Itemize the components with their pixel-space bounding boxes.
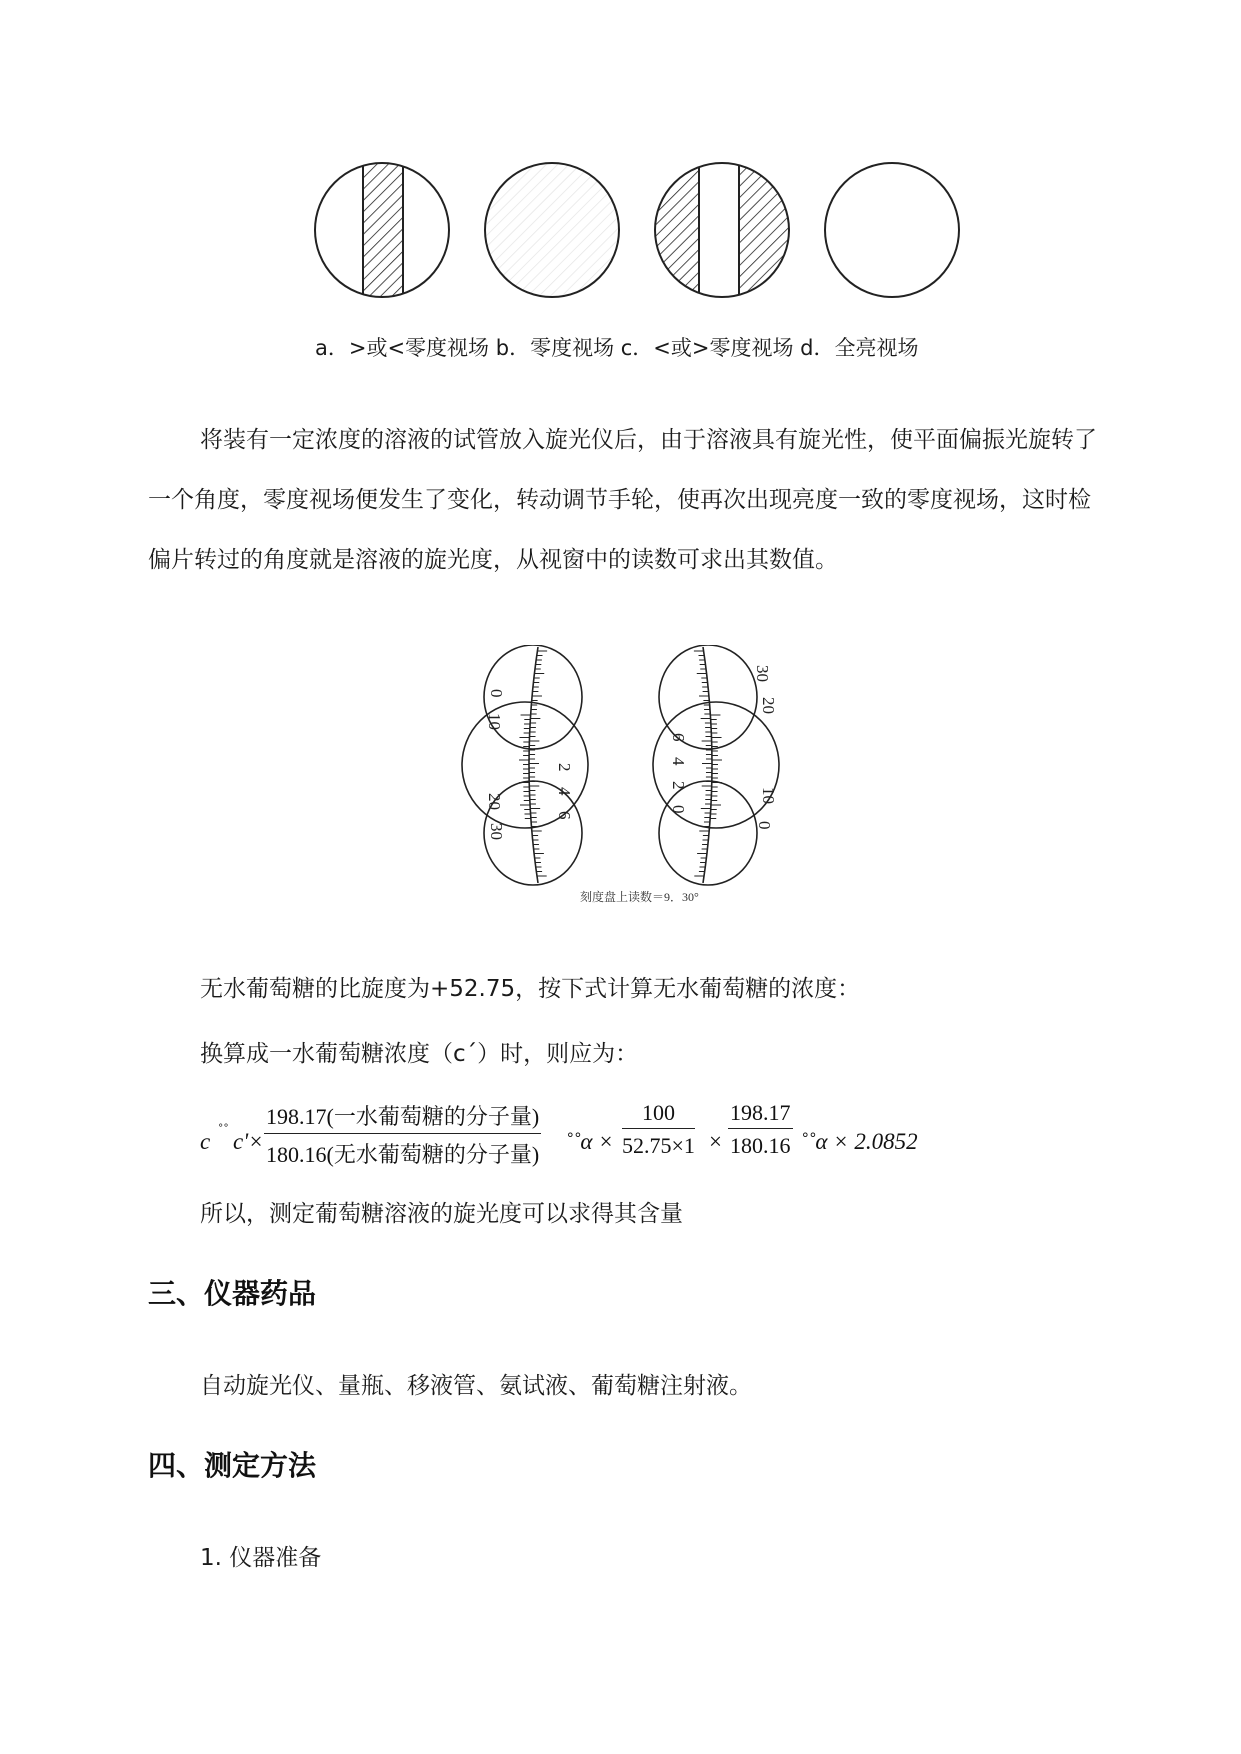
section-3-heading: 三、仪器药品 <box>148 1277 317 1310</box>
eq-f3-denominator: 180.16 <box>730 1133 791 1158</box>
conversion-line: 换算成一水葡萄糖浓度（c´）时，则应为： <box>200 1041 639 1067</box>
field-circle-b <box>485 163 619 297</box>
left-main-label: 20 <box>485 793 504 810</box>
right-main-label: 0 <box>755 821 774 830</box>
field-circle-d <box>825 163 959 297</box>
eq-f2-numerator: 100 <box>622 1100 695 1129</box>
section-4-item-1: 1. 仪器准备 <box>200 1545 322 1571</box>
eq-times: × <box>709 1129 722 1154</box>
paragraph-1 <box>148 410 1108 590</box>
conclusion-line: 所以，测定葡萄糖溶液的旋光度可以求得其含量 <box>200 1201 683 1227</box>
eq-fraction-1 <box>264 1100 541 1169</box>
eq-fraction-3 <box>728 1100 793 1159</box>
right-vernier-label: 4 <box>669 757 688 766</box>
right-vernier-label: 2 <box>669 781 688 790</box>
left-vernier-label: 4 <box>555 787 574 796</box>
dial-reading-figure <box>455 645 825 890</box>
left-main-label: 10 <box>485 713 504 730</box>
eq-fraction-2 <box>622 1100 695 1159</box>
right-main-label: 20 <box>759 697 778 714</box>
left-main-label: 30 <box>487 823 506 840</box>
eq-symbol: ˚˚ <box>218 1122 229 1139</box>
eq-result: ˚˚α × 2.0852 <box>800 1129 918 1154</box>
right-main-scale-ticks <box>694 651 712 876</box>
eq-alpha-1: ˚˚α × <box>565 1129 614 1154</box>
left-vernier-label: 6 <box>555 811 574 820</box>
right-main-label: 10 <box>759 787 778 804</box>
eq-lhs: c <box>200 1129 211 1154</box>
field-circle-c <box>650 160 789 300</box>
right-vernier-label: 6 <box>669 733 688 742</box>
specific-rotation-line: 无水葡萄糖的比旋度为+52.75，按下式计算无水葡萄糖的浓度： <box>200 976 861 1002</box>
right-main-label: 30 <box>753 665 772 682</box>
figure2-caption: 刻度盘上读数＝9．30° <box>580 890 699 904</box>
eq-f1-denominator: 180.16(无水葡萄糖的分子量) <box>266 1142 540 1167</box>
eq-f2-denominator: 52.75×1 <box>622 1133 695 1158</box>
right-vernier-label: 0 <box>669 805 688 814</box>
figure1-caption: a．>或<零度视场 b．零度视场 c．<或>零度视场 d．全亮视场 <box>315 336 919 360</box>
section-4-heading: 四、测定方法 <box>148 1449 317 1482</box>
left-vernier-label: 2 <box>555 763 574 772</box>
eq-f1-numerator: 198.17(一水葡萄糖的分子量) <box>264 1100 541 1134</box>
section-3-body: 自动旋光仪、量瓶、移液管、氨试液、葡萄糖注射液。 <box>200 1373 752 1399</box>
field-of-view-figure <box>300 150 980 310</box>
eq-cprime: c'× <box>233 1129 264 1154</box>
left-main-scale-ticks <box>529 651 547 876</box>
eq-f3-numerator: 198.17 <box>728 1100 793 1129</box>
paragraph-1-text: 将装有一定浓度的溶液的试管放入旋光仪后，由于溶液具有旋光性，使平面偏振光旋转了一个角度，零度视场便发生了变化，转动调节手轮，使再次出现亮度一致的零度视场，这时检偏片转过的角度就是溶液的旋光度，从视窗中的读数可求出其数值。 <box>148 427 1097 573</box>
concentration-equation <box>200 1100 940 1180</box>
field-circle-a <box>315 160 449 300</box>
left-main-label: 0 <box>487 689 506 698</box>
